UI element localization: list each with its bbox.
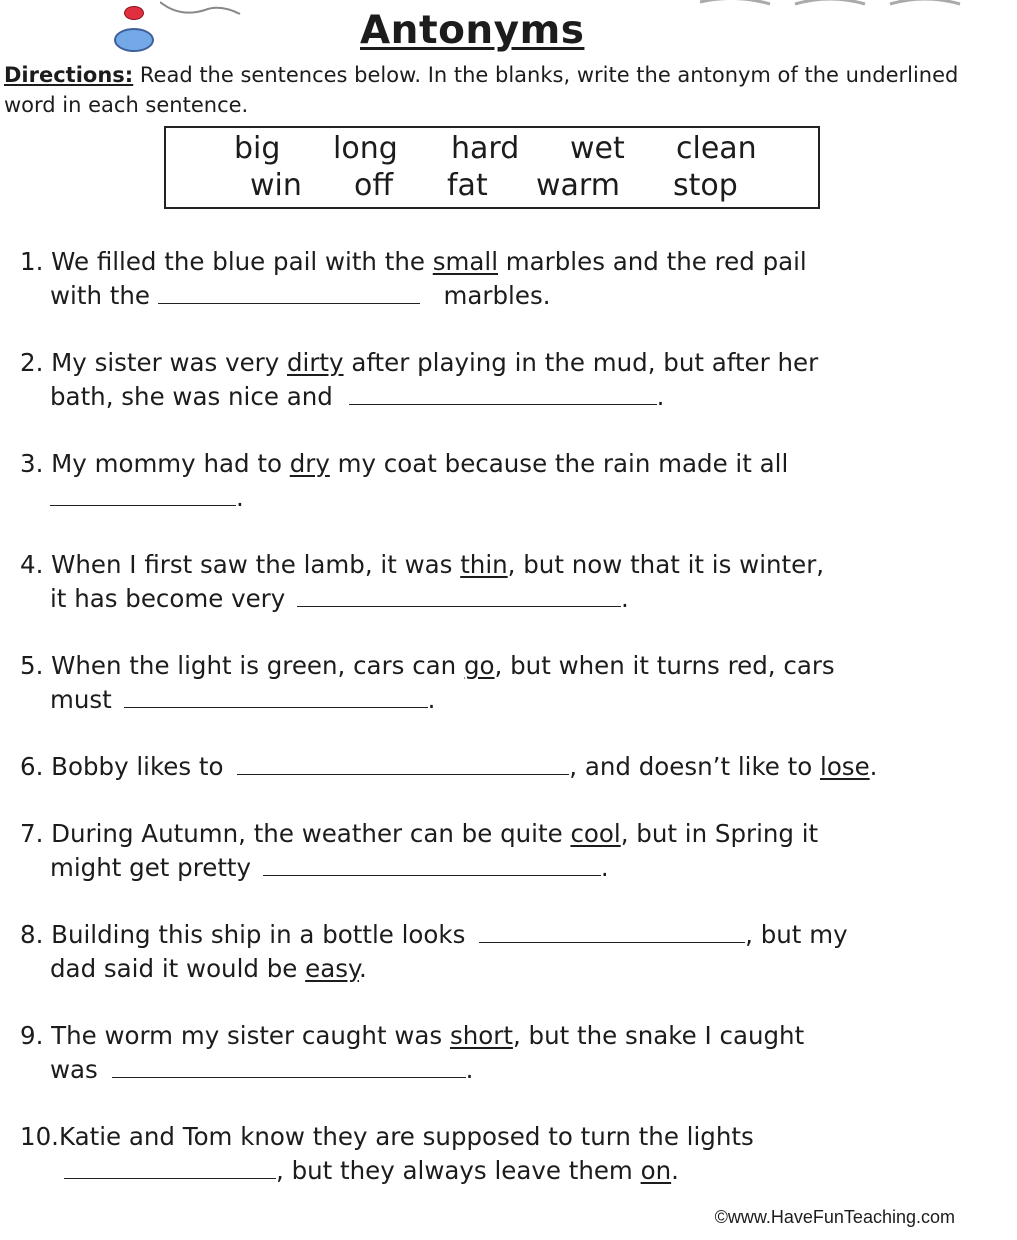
question-5-line2: must . bbox=[50, 685, 436, 714]
underlined-word: on bbox=[640, 1156, 672, 1185]
underlined-word: go bbox=[464, 651, 495, 680]
question-9: 9. The worm my sister caught was short, but the snake I caught bbox=[20, 1021, 805, 1050]
answer-blank[interactable] bbox=[297, 588, 621, 607]
question-7-line2: might get pretty . bbox=[50, 853, 609, 882]
answer-blank[interactable] bbox=[349, 386, 657, 405]
question-5: 5. When the light is green, cars can go, but when it turns red, cars bbox=[20, 651, 835, 680]
underlined-word: cool bbox=[570, 819, 621, 848]
answer-blank[interactable] bbox=[50, 487, 236, 506]
decorative-arcs bbox=[690, 0, 990, 10]
answer-blank[interactable] bbox=[64, 1160, 276, 1179]
question-9-line2: was . bbox=[50, 1055, 474, 1084]
question-10: 10.Katie and Tom know they are supposed to turn the lights bbox=[20, 1122, 754, 1151]
word-bank-item: big bbox=[234, 131, 281, 166]
question-3-line2: . bbox=[50, 481, 244, 515]
question-2: 2. My sister was very dirty after playing in the mud, but after her bbox=[20, 348, 819, 377]
answer-blank[interactable] bbox=[124, 689, 428, 708]
clipart-fragment bbox=[160, 0, 250, 20]
clipart-red-nose bbox=[124, 6, 144, 20]
answer-blank[interactable] bbox=[237, 756, 569, 775]
underlined-word: small bbox=[432, 247, 499, 276]
word-bank-item: fat bbox=[447, 168, 488, 203]
answer-blank[interactable] bbox=[263, 857, 601, 876]
underlined-word: easy bbox=[305, 954, 360, 983]
underlined-word: thin bbox=[460, 550, 508, 579]
directions bbox=[4, 60, 1004, 120]
question-6: 6. Bobby likes to , and doesn’t like to lose. bbox=[20, 752, 878, 781]
word-bank-item: long bbox=[333, 131, 398, 166]
word-bank-item: win bbox=[250, 168, 302, 203]
word-bank-item: wet bbox=[570, 131, 625, 166]
page-title: Antonyms bbox=[360, 8, 585, 53]
word-bank bbox=[164, 126, 820, 209]
answer-blank[interactable] bbox=[479, 924, 745, 943]
question-7: 7. During Autumn, the weather can be quite cool, but in Spring it bbox=[20, 819, 819, 848]
directions-label: Directions: bbox=[4, 63, 134, 87]
underlined-word: lose bbox=[820, 752, 870, 781]
copyright-credit: ©www.HaveFunTeaching.com bbox=[714, 1207, 955, 1227]
underlined-word: dirty bbox=[287, 348, 344, 377]
answer-blank[interactable] bbox=[112, 1059, 466, 1078]
answer-blank[interactable] bbox=[158, 285, 420, 304]
underlined-word: dry bbox=[289, 449, 330, 478]
underlined-word: short bbox=[449, 1021, 513, 1050]
question-1: 1. We filled the blue pail with the small marbles and the red pail bbox=[20, 247, 807, 276]
directions-text: Read the sentences below. In the blanks, write the antonym of the underlined word in each sentence. bbox=[4, 63, 959, 117]
question-10-line2: , but they always leave them on. bbox=[64, 1154, 679, 1188]
clipart-blue-dot bbox=[114, 28, 154, 52]
question-3: 3. My mommy had to dry my coat because the rain made it all bbox=[20, 449, 789, 478]
question-8: 8. Building this ship in a bottle looks , but my bbox=[20, 920, 848, 949]
question-2-line2: bath, she was nice and . bbox=[50, 382, 665, 411]
word-bank-item: off bbox=[354, 168, 394, 203]
word-bank-item: hard bbox=[451, 131, 520, 166]
question-1-line2: with the marbles. bbox=[50, 281, 551, 310]
question-8-line2: dad said it would be easy. bbox=[50, 954, 367, 983]
word-bank-item: stop bbox=[673, 168, 738, 203]
question-4: 4. When I first saw the lamb, it was thin, but now that it is winter, bbox=[20, 550, 825, 579]
word-bank-item: clean bbox=[676, 131, 757, 166]
word-bank-item: warm bbox=[536, 168, 620, 203]
question-4-line2: it has become very . bbox=[50, 584, 629, 613]
